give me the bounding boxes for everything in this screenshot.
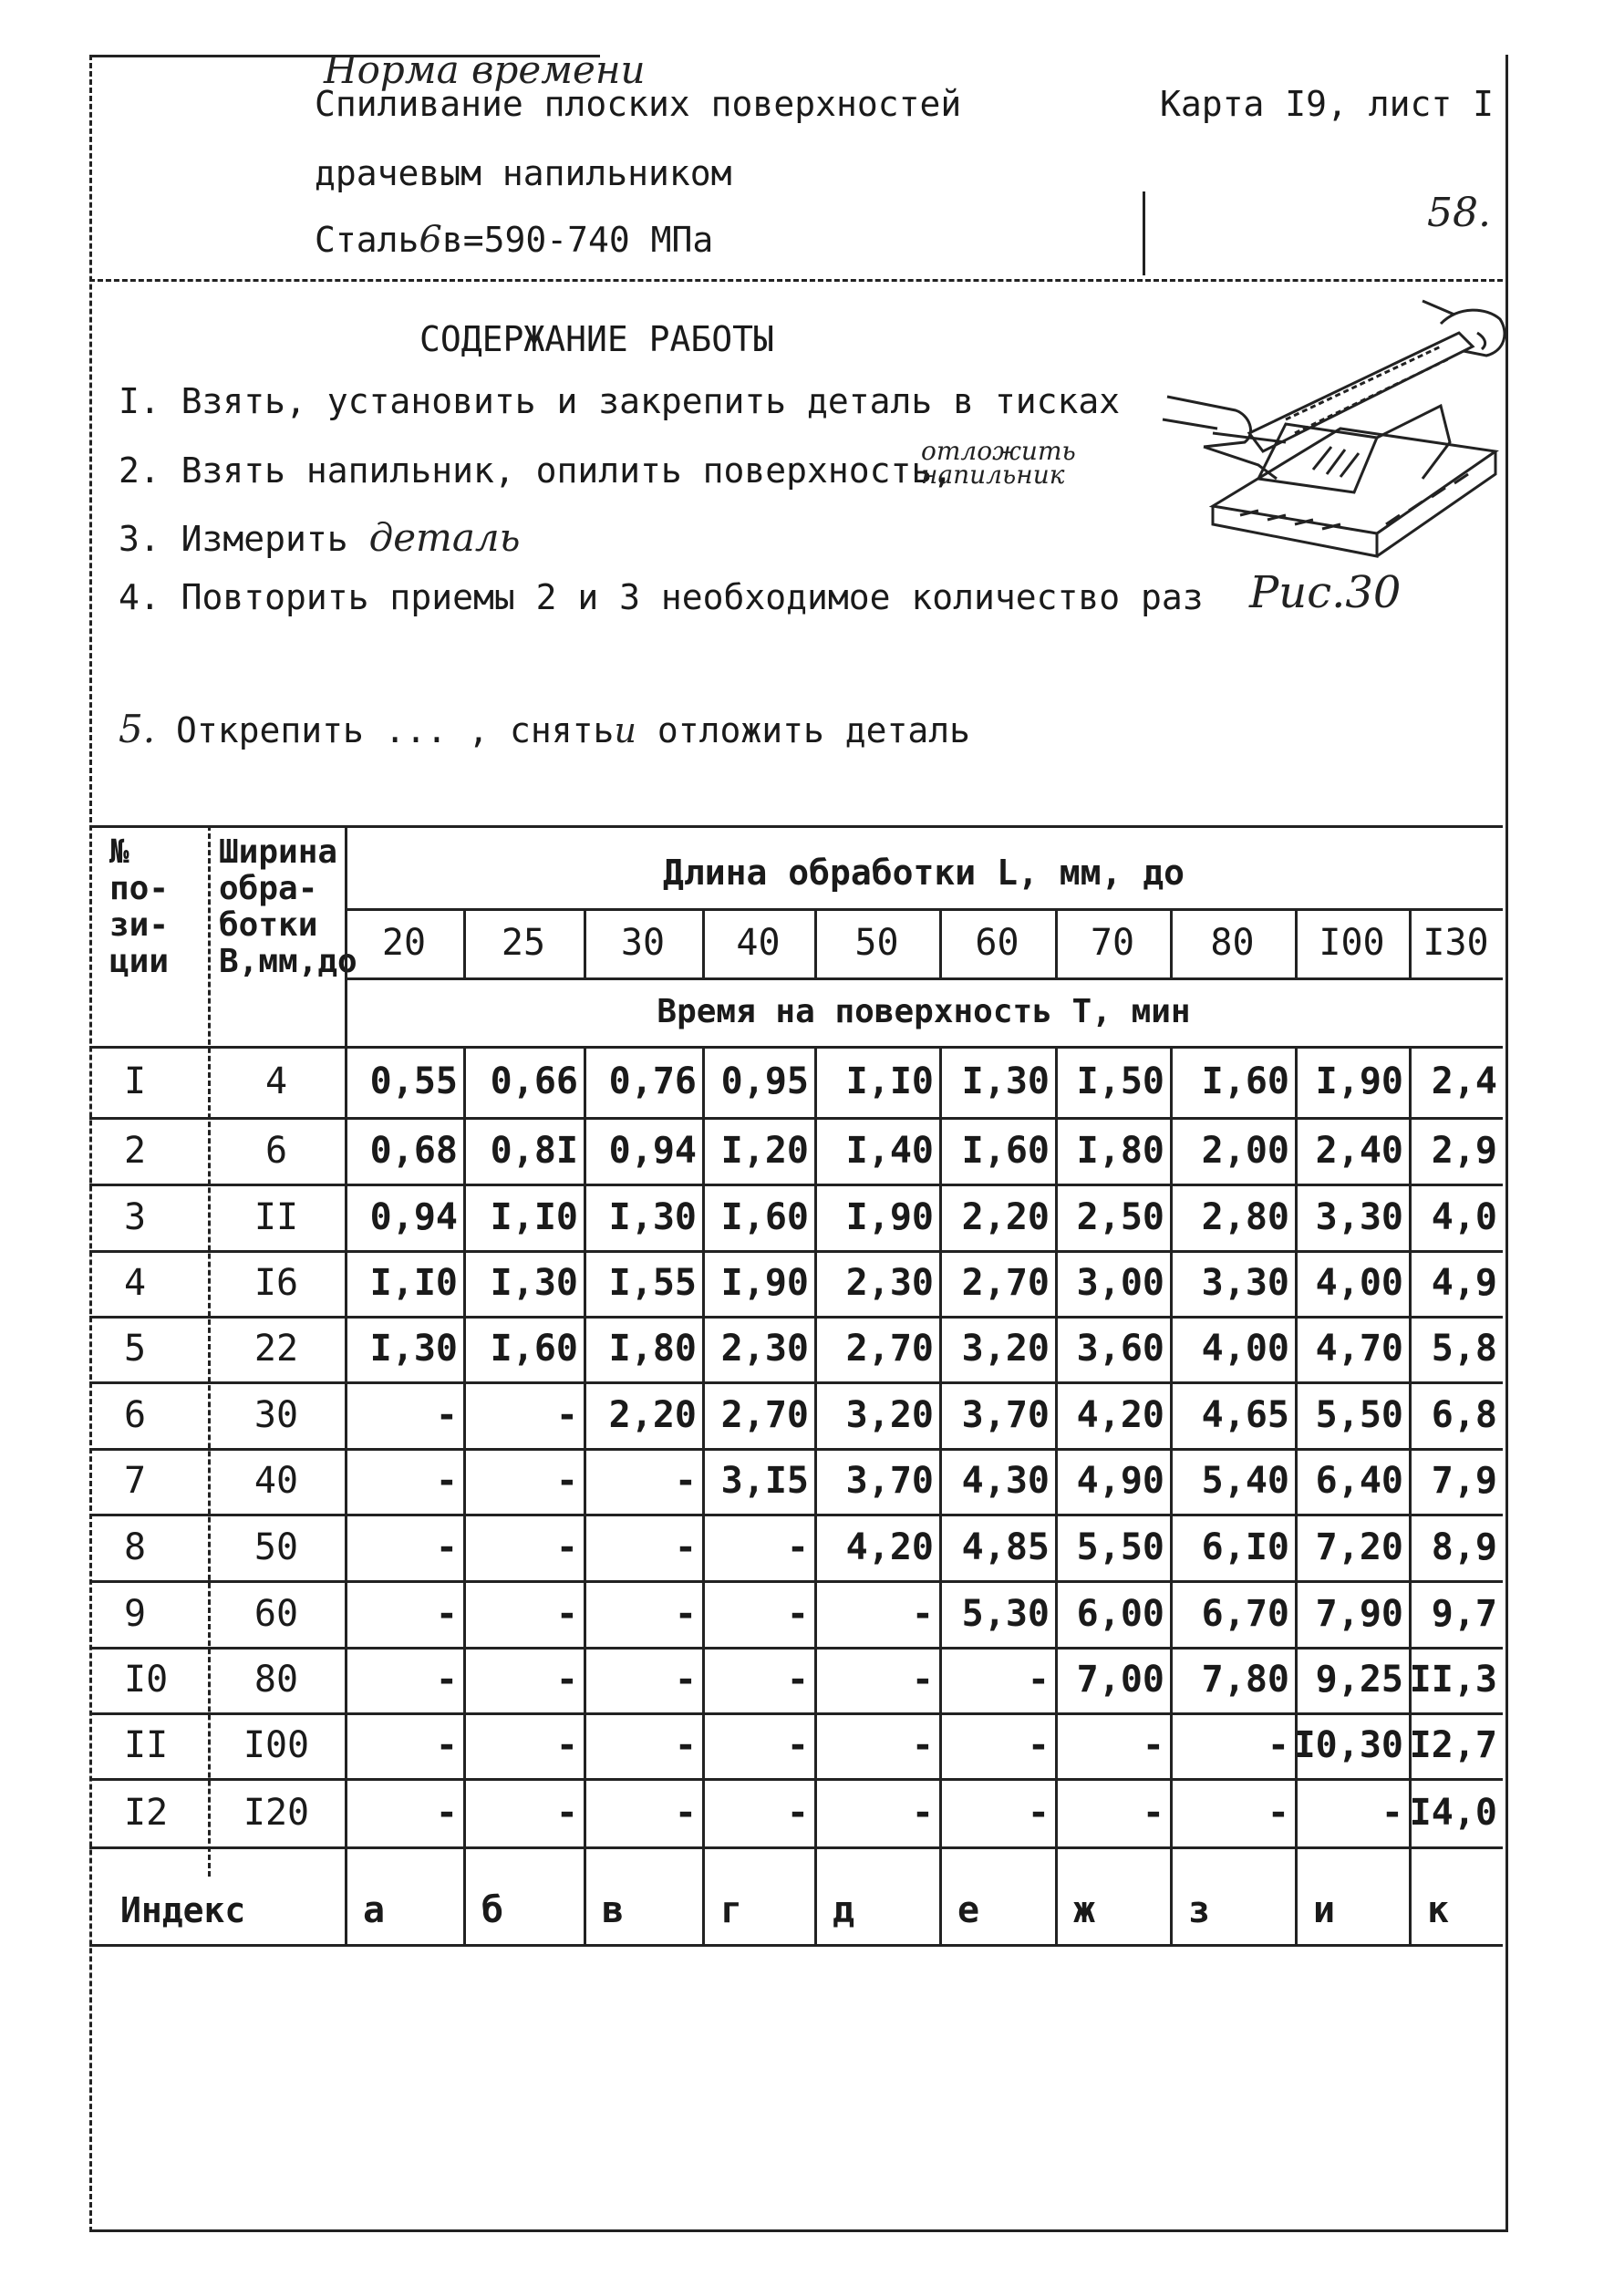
time-cell: - [1267, 1724, 1289, 1766]
page-number: 58. [1427, 190, 1491, 236]
index-letter: а [363, 1889, 386, 1931]
time-cell: 4,20 [845, 1525, 934, 1568]
width-cell: 50 [253, 1525, 299, 1568]
card-reference: Карта I9, лист I [1160, 84, 1495, 124]
time-cell: I,I0 [490, 1195, 578, 1238]
col-position-header: № по- зи- ции [109, 833, 170, 980]
time-cell: 5,40 [1201, 1460, 1289, 1502]
length-value: 25 [501, 922, 546, 964]
time-cell: - [555, 1791, 578, 1834]
time-cell: 0,94 [608, 1129, 697, 1172]
time-cell: - [435, 1460, 458, 1502]
col-width-header: Ширина обра- ботки B,мм,до [219, 833, 357, 980]
step-text-b: , снять [468, 710, 615, 750]
grid-line [345, 825, 347, 1944]
header-line-3 [315, 219, 713, 261]
grid-line [584, 1046, 586, 1944]
grid-line [89, 1448, 1503, 1451]
time-cell: - [786, 1791, 809, 1834]
grid-line [345, 908, 1503, 911]
grid-line [702, 1046, 705, 1944]
time-cell: - [786, 1659, 809, 1701]
time-cell: I,60 [720, 1195, 809, 1238]
time-cell: 6,I0 [1201, 1525, 1289, 1568]
time-cell: 4,85 [961, 1525, 1050, 1568]
time-cell: 3,30 [1201, 1262, 1289, 1304]
step-3-handwritten: деталь [368, 515, 521, 560]
time-cell: 0,8I [490, 1129, 578, 1172]
grid-line [939, 1046, 942, 1944]
time-cell: - [555, 1460, 578, 1502]
time-cell: - [555, 1592, 578, 1635]
time-cell: I,40 [845, 1129, 934, 1172]
time-cell: 8,9 [1431, 1525, 1497, 1568]
filing-illustration [1149, 296, 1514, 570]
time-cell: - [435, 1724, 458, 1766]
time-cell: - [674, 1525, 697, 1568]
time-cell: I,I0 [845, 1060, 934, 1102]
time-cell: 6,8 [1431, 1393, 1497, 1436]
work-title: СОДЕРЖАНИЕ РАБОТЫ [419, 319, 774, 359]
time-cell: 3,20 [845, 1393, 934, 1436]
width-cell: 22 [253, 1328, 299, 1370]
time-cell: 6,70 [1201, 1592, 1289, 1635]
time-cell: I,55 [608, 1262, 697, 1304]
length-value: 30 [620, 922, 666, 964]
time-cell: 5,8 [1431, 1328, 1497, 1370]
sigma-symbol: 6 [419, 219, 442, 261]
width-cell: 80 [253, 1659, 299, 1701]
step-text-c: отложить деталь [657, 710, 970, 750]
handwritten-title: Норма времени [324, 47, 646, 92]
grid-line [939, 908, 942, 977]
time-cell: I,60 [490, 1328, 578, 1370]
step-2 [119, 450, 953, 491]
grid-line [702, 908, 705, 977]
time-cell: - [1381, 1791, 1403, 1834]
time-cell: - [786, 1592, 809, 1635]
step-text: Измерить [181, 519, 348, 559]
grid-line [89, 1944, 1503, 1947]
time-cell: - [911, 1791, 934, 1834]
position-cell: I2 [124, 1791, 169, 1834]
header-divider [1143, 191, 1145, 275]
time-cell: 2,70 [961, 1262, 1050, 1304]
step-5-handwritten: и [614, 710, 636, 750]
time-cell: 2,20 [961, 1195, 1050, 1238]
grid-line [584, 908, 586, 977]
step-5 [119, 707, 970, 751]
index-letter: к [1427, 1889, 1450, 1931]
time-cell: I,60 [961, 1129, 1050, 1172]
time-cell: 2,40 [1315, 1129, 1403, 1172]
grid-line [89, 1778, 1503, 1781]
time-header: Время на поверхность T, мин [657, 992, 1191, 1030]
grid-line [89, 1184, 1503, 1186]
index-letter: б [481, 1889, 504, 1931]
grid-line [89, 1046, 1503, 1049]
step-4 [119, 577, 1204, 617]
grid-line [1055, 908, 1058, 977]
time-cell: 7,20 [1315, 1525, 1403, 1568]
time-cell: 0,68 [369, 1129, 458, 1172]
time-cell: - [435, 1791, 458, 1834]
time-cell: 2,50 [1076, 1195, 1164, 1238]
header-line-1: Спиливание плоских поверхностей [315, 84, 962, 124]
time-cell: II,3 [1409, 1659, 1497, 1701]
width-cell: I20 [243, 1791, 310, 1834]
time-cell: I,30 [608, 1195, 697, 1238]
time-cell: 2,70 [845, 1328, 934, 1370]
time-cell: - [1027, 1659, 1050, 1701]
time-cell: I,I0 [369, 1262, 458, 1304]
length-value: 70 [1090, 922, 1135, 964]
grid-line [345, 977, 1503, 980]
position-cell: 3 [124, 1195, 147, 1238]
step-2-handwritten: отложить напильник [921, 436, 1076, 490]
length-value: 50 [854, 922, 899, 964]
width-cell: II [253, 1195, 299, 1238]
time-cell: - [674, 1791, 697, 1834]
time-cell: 4,70 [1315, 1328, 1403, 1370]
position-cell: 7 [124, 1460, 147, 1502]
top-rule [89, 55, 600, 57]
time-cell: - [555, 1724, 578, 1766]
length-value: 60 [975, 922, 1019, 964]
time-cell: 0,95 [720, 1060, 809, 1102]
grid-line [89, 1381, 1503, 1384]
time-cell: 2,80 [1201, 1195, 1289, 1238]
index-letter: и [1313, 1889, 1336, 1931]
time-cell: 4,20 [1076, 1393, 1164, 1436]
grid-line [1295, 1046, 1298, 1944]
grid-line [89, 1580, 1503, 1583]
width-cell: I00 [243, 1724, 310, 1766]
time-cell: - [674, 1460, 697, 1502]
time-cell: 9,25 [1315, 1659, 1403, 1701]
time-cell: 2,30 [720, 1328, 809, 1370]
time-cell: 0,55 [369, 1060, 458, 1102]
time-cell: 2,70 [720, 1393, 809, 1436]
index-label: Индекс [120, 1890, 246, 1930]
length-value: I00 [1319, 922, 1385, 964]
width-cell: 30 [253, 1393, 299, 1436]
time-cell: 2,00 [1201, 1129, 1289, 1172]
time-cell: - [1027, 1791, 1050, 1834]
time-cell: I,60 [1201, 1060, 1289, 1102]
time-cell: 0,76 [608, 1060, 697, 1102]
time-cell: 9,7 [1431, 1592, 1497, 1635]
grid-line [1170, 1046, 1173, 1944]
step-text: Повторить приемы 2 и 3 необходимое количество раз [181, 577, 1204, 617]
time-cell: I0,30 [1293, 1724, 1403, 1766]
grid-line [89, 1712, 1503, 1715]
time-cell: - [674, 1724, 697, 1766]
time-cell: - [1267, 1791, 1289, 1834]
time-cell: - [435, 1592, 458, 1635]
time-cell: - [786, 1525, 809, 1568]
grid-line [1409, 908, 1412, 977]
time-cell: I,80 [1076, 1129, 1164, 1172]
time-cell: 4,00 [1315, 1262, 1403, 1304]
time-cell: 4,00 [1201, 1328, 1289, 1370]
time-cell: 0,94 [369, 1195, 458, 1238]
grid-line [89, 1647, 1503, 1650]
position-cell: II [124, 1724, 169, 1766]
time-cell: 3,00 [1076, 1262, 1164, 1304]
time-cell: - [911, 1659, 934, 1701]
step-3 [119, 515, 521, 560]
width-cell: 6 [264, 1129, 288, 1172]
position-cell: I [124, 1060, 147, 1102]
time-cell: - [555, 1659, 578, 1701]
time-cell: 3,20 [961, 1328, 1050, 1370]
time-cell: 0,66 [490, 1060, 578, 1102]
position-cell: 6 [124, 1393, 147, 1436]
grid-line [89, 1316, 1503, 1319]
time-cell: 5,50 [1315, 1393, 1403, 1436]
grid-line [814, 908, 817, 977]
index-letter: ж [1073, 1889, 1096, 1931]
index-letter: в [602, 1889, 625, 1931]
time-cell: I,90 [845, 1195, 934, 1238]
time-cell: 2,4 [1431, 1060, 1497, 1102]
index-letter: з [1188, 1889, 1211, 1931]
grid-line [89, 1846, 1503, 1849]
step-number: 5. [119, 707, 156, 751]
index-letter: г [720, 1889, 743, 1931]
grid-line [89, 1250, 1503, 1253]
time-cell: 4,65 [1201, 1393, 1289, 1436]
width-cell: 4 [264, 1060, 288, 1102]
position-cell: I0 [124, 1659, 169, 1701]
time-cell: - [911, 1724, 934, 1766]
step-number: 3. [119, 519, 160, 559]
time-cell: 7,80 [1201, 1659, 1289, 1701]
time-cell: I,30 [490, 1262, 578, 1304]
header-bottom-rule [89, 279, 1503, 282]
time-cell: 6,00 [1076, 1592, 1164, 1635]
grid-line [208, 825, 211, 1877]
step-text: Взять, установить и закрепить деталь в тисках [181, 381, 1121, 421]
time-cell: - [435, 1659, 458, 1701]
time-cell: 3,I5 [720, 1460, 809, 1502]
length-value: 40 [736, 922, 781, 964]
time-cell: 4,90 [1076, 1460, 1164, 1502]
time-cell: I,80 [608, 1328, 697, 1370]
time-cell: 4,9 [1431, 1262, 1497, 1304]
width-cell: 40 [253, 1460, 299, 1502]
header-steel-prefix: Сталь [315, 220, 419, 260]
time-cell: 3,70 [961, 1393, 1050, 1436]
time-cell: 6,40 [1315, 1460, 1403, 1502]
figure-caption: Рис.30 [1249, 567, 1402, 618]
position-cell: 8 [124, 1525, 147, 1568]
step-number: 4. [119, 577, 160, 617]
time-cell: 5,30 [961, 1592, 1050, 1635]
index-letter: д [833, 1889, 855, 1931]
time-cell: 2,9 [1431, 1129, 1497, 1172]
time-cell: I4,0 [1409, 1791, 1497, 1834]
time-cell: I,50 [1076, 1060, 1164, 1102]
time-cell: - [435, 1525, 458, 1568]
grid-line [463, 908, 466, 977]
time-cell: 4,0 [1431, 1195, 1497, 1238]
width-cell: 60 [253, 1592, 299, 1635]
time-cell: I,90 [720, 1262, 809, 1304]
time-cell: I,30 [369, 1328, 458, 1370]
time-cell: - [1027, 1724, 1050, 1766]
time-cell: - [555, 1525, 578, 1568]
grid-line [89, 1117, 1503, 1120]
length-header: Длина обработки L, мм, до [663, 853, 1185, 893]
time-cell: - [911, 1592, 934, 1635]
grid-line [463, 1046, 466, 1944]
time-cell: 2,30 [845, 1262, 934, 1304]
time-cell: 5,50 [1076, 1525, 1164, 1568]
position-cell: 5 [124, 1328, 147, 1370]
position-cell: 2 [124, 1129, 147, 1172]
step-number: I. [119, 381, 160, 421]
length-value: 80 [1210, 922, 1255, 964]
time-cell: I2,7 [1409, 1724, 1497, 1766]
grid-line [814, 1046, 817, 1944]
time-cell: - [674, 1592, 697, 1635]
time-cell: - [674, 1659, 697, 1701]
position-cell: 4 [124, 1262, 147, 1304]
header-line-2: драчевым напильником [315, 153, 732, 193]
time-cell: 7,90 [1315, 1592, 1403, 1635]
time-cell: - [1142, 1724, 1164, 1766]
time-cell: 2,20 [608, 1393, 697, 1436]
header-steel-value: в=590-740 МПа [441, 220, 714, 260]
time-cell: - [1142, 1791, 1164, 1834]
time-cell: I,20 [720, 1129, 809, 1172]
grid-line [1295, 908, 1298, 977]
step-text: Открепить ... [175, 710, 448, 750]
index-letter: е [957, 1889, 980, 1931]
position-cell: 9 [124, 1592, 147, 1635]
time-cell: 7,9 [1431, 1460, 1497, 1502]
width-cell: I6 [253, 1262, 299, 1304]
step-text: Взять напильник, опилить поверхность, [181, 450, 954, 491]
time-cell: - [555, 1393, 578, 1436]
step-1 [119, 381, 1120, 421]
time-cell: I,90 [1315, 1060, 1403, 1102]
step-number: 2. [119, 450, 160, 491]
time-cell: 7,00 [1076, 1659, 1164, 1701]
length-value: 20 [381, 922, 427, 964]
grid-line [1409, 1046, 1412, 1944]
time-cell: 3,60 [1076, 1328, 1164, 1370]
grid-line [89, 1514, 1503, 1516]
time-cell: - [786, 1724, 809, 1766]
time-cell: I,30 [961, 1060, 1050, 1102]
grid-line [1170, 908, 1173, 977]
table-top-rule [89, 825, 1503, 828]
length-value: I30 [1423, 922, 1489, 964]
grid-line [1055, 1046, 1058, 1944]
time-cell: 3,70 [845, 1460, 934, 1502]
time-cell: 3,30 [1315, 1195, 1403, 1238]
time-cell: - [435, 1393, 458, 1436]
time-cell: 4,30 [961, 1460, 1050, 1502]
